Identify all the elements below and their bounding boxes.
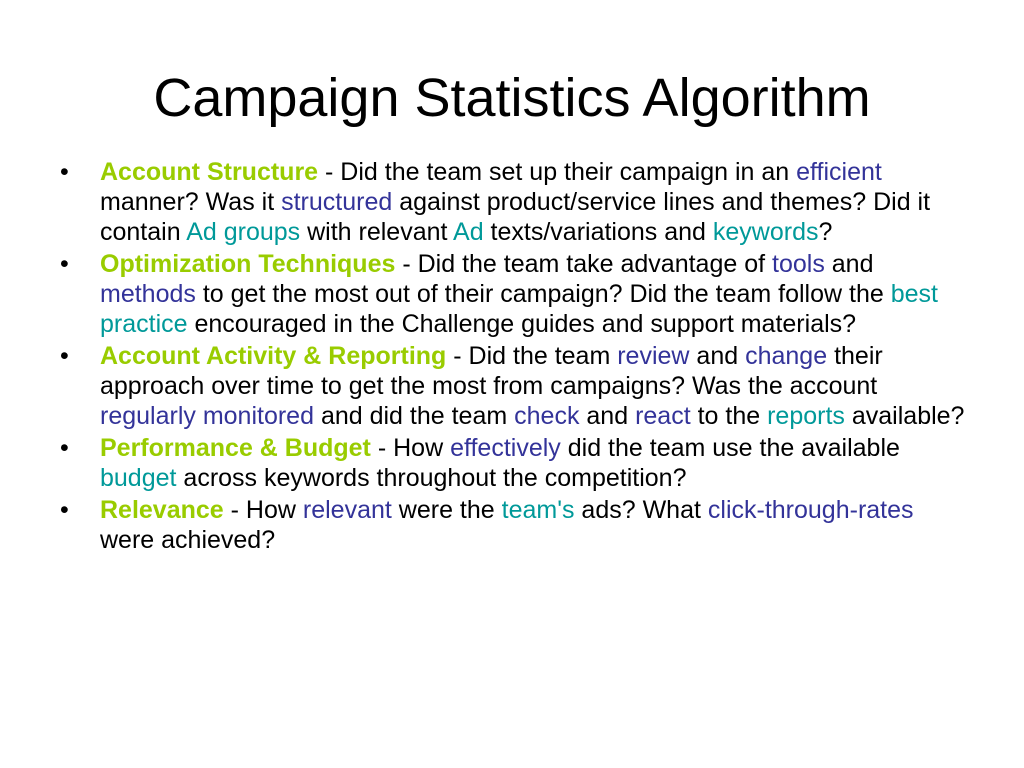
keyword-highlight: relevant bbox=[302, 496, 392, 524]
bullet-text: - Did the team take advantage of bbox=[395, 250, 773, 278]
bullet-text: ads? What bbox=[574, 496, 708, 524]
bullet-marker: • bbox=[60, 496, 69, 524]
bullet-text: with relevant bbox=[300, 218, 454, 246]
bullet-text: to get the most out of their campaign? Did the team follow the bbox=[195, 280, 891, 308]
bullet-text: and bbox=[579, 402, 636, 430]
bullet-text: against product/service lines and themes? Did it contain bbox=[100, 188, 931, 246]
keyword-highlight: regularly monitored bbox=[100, 402, 314, 430]
bullet-heading: Optimization Techniques bbox=[100, 250, 396, 278]
bullet-marker: • bbox=[60, 158, 69, 186]
bullet-text: - Did the team bbox=[446, 342, 618, 370]
bullet-text: and bbox=[689, 342, 746, 370]
bullet-text: texts/variations and bbox=[483, 218, 713, 246]
keyword-highlight: Ad groups bbox=[186, 218, 301, 246]
bullet-item bbox=[60, 433, 970, 493]
keyword-highlight: structured bbox=[281, 188, 393, 216]
bullet-text: ? bbox=[818, 218, 833, 246]
bullet-text: available? bbox=[844, 402, 965, 430]
bullet-text: - Did the team set up their campaign in an bbox=[318, 158, 797, 186]
bullet-item bbox=[60, 341, 970, 431]
keyword-highlight: efficient bbox=[796, 158, 882, 186]
bullet-heading: Account Structure bbox=[100, 158, 319, 186]
bullet-text: across keywords throughout the competition? bbox=[176, 464, 687, 492]
bullet-heading: Relevance bbox=[100, 496, 224, 524]
bullet-heading: Performance & Budget bbox=[100, 434, 371, 462]
keyword-highlight: effectively bbox=[450, 434, 561, 462]
keyword-highlight: methods bbox=[100, 280, 196, 308]
keyword-highlight: team's bbox=[501, 496, 575, 524]
bullet-marker: • bbox=[60, 250, 69, 278]
bullet-text: and did the team bbox=[314, 402, 515, 430]
bullet-list bbox=[60, 157, 970, 557]
bullet-heading: Account Activity & Reporting bbox=[100, 342, 447, 370]
keyword-highlight: Ad bbox=[453, 218, 484, 246]
bullet-text: were the bbox=[391, 496, 502, 524]
keyword-highlight: budget bbox=[100, 464, 177, 492]
bullet-text: encouraged in the Challenge guides and support materials? bbox=[187, 310, 857, 338]
bullet-item bbox=[60, 157, 970, 247]
bullet-text: - How bbox=[223, 496, 303, 524]
bullet-item bbox=[60, 249, 970, 339]
keyword-highlight: review bbox=[617, 342, 690, 370]
keyword-highlight: change bbox=[745, 342, 828, 370]
keyword-highlight: check bbox=[514, 402, 580, 430]
bullet-marker: • bbox=[60, 342, 69, 370]
keyword-highlight: react bbox=[635, 402, 691, 430]
keyword-highlight: reports bbox=[767, 402, 845, 430]
bullet-text: and bbox=[824, 250, 874, 278]
bullet-marker: • bbox=[60, 434, 69, 462]
bullet-item bbox=[60, 495, 970, 555]
bullet-text: were achieved? bbox=[100, 526, 276, 554]
keyword-highlight: best practice bbox=[100, 280, 938, 338]
bullet-text: to the bbox=[690, 402, 768, 430]
bullet-text: manner? Was it bbox=[100, 188, 282, 216]
keyword-highlight: tools bbox=[772, 250, 825, 278]
bullet-text: their approach over time to get the most from campaigns? Was the account bbox=[100, 342, 883, 400]
keyword-highlight: keywords bbox=[712, 218, 819, 246]
keyword-highlight: click-through-rates bbox=[707, 496, 914, 524]
bullet-text: - How bbox=[370, 434, 451, 462]
bullet-text: did the team use the available bbox=[560, 434, 900, 462]
slide-title: Campaign Statistics Algorithm bbox=[153, 68, 871, 128]
